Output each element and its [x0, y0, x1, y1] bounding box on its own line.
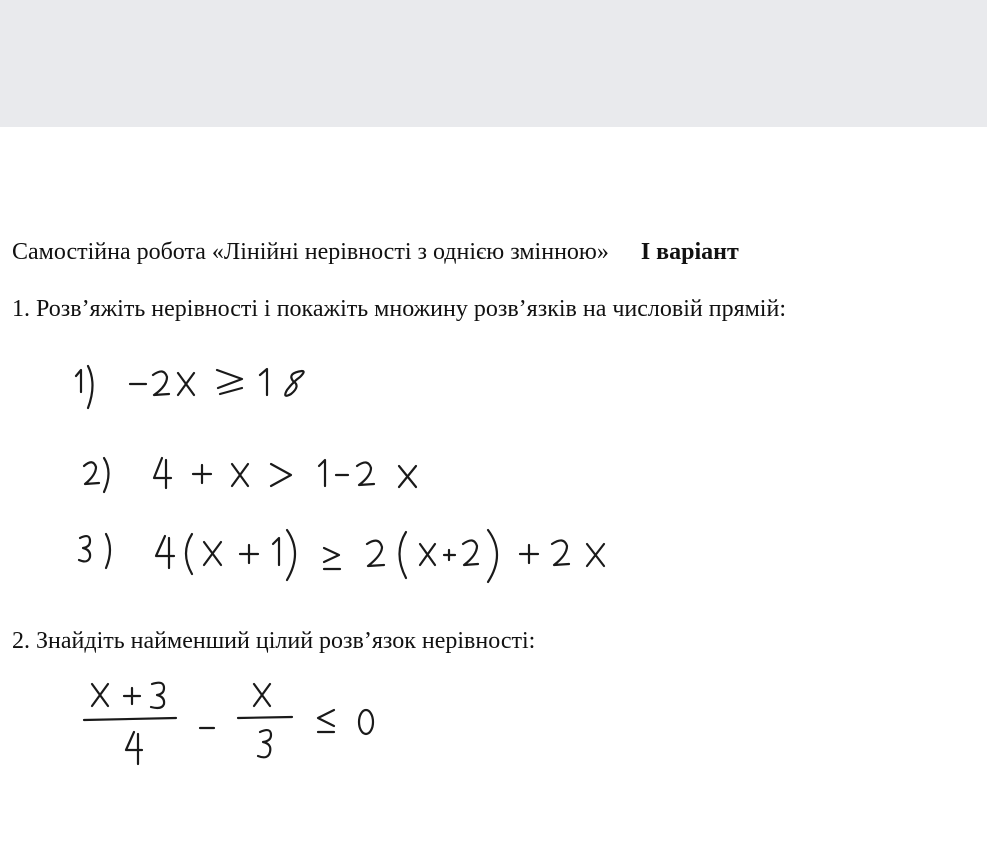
- handwritten-inequality-3: [68, 524, 628, 588]
- less-or-equal-sign: [318, 710, 334, 732]
- item-2-expression: [154, 458, 416, 488]
- task-2-instruction: 2. Знайдіть найменший цілий розв’язок нерівності:: [12, 628, 536, 654]
- zero-digit: [359, 710, 373, 734]
- fraction-2: [238, 684, 292, 757]
- handwritten-inequality-1: [68, 362, 328, 414]
- item-1-label: [76, 366, 93, 408]
- worksheet-title-text: Самостійна робота «Лінійні нерівності з однією змінною»: [12, 239, 609, 265]
- handwritten-fraction-inequality: [72, 674, 392, 774]
- item-1-expression: [130, 369, 304, 396]
- worksheet-title: [12, 239, 739, 266]
- variant-label: I варіант: [640, 239, 739, 265]
- item-2-label: [84, 458, 109, 492]
- handwritten-inequality-2: [68, 450, 448, 498]
- top-gray-band: [0, 0, 987, 127]
- fraction-1: [84, 683, 176, 764]
- item-3-label: [79, 534, 110, 568]
- task-1-instruction: 1. Розв’яжіть нерівності і покажіть множину розв’язків на числовій прямій:: [12, 296, 786, 322]
- item-3-expression: [156, 530, 604, 582]
